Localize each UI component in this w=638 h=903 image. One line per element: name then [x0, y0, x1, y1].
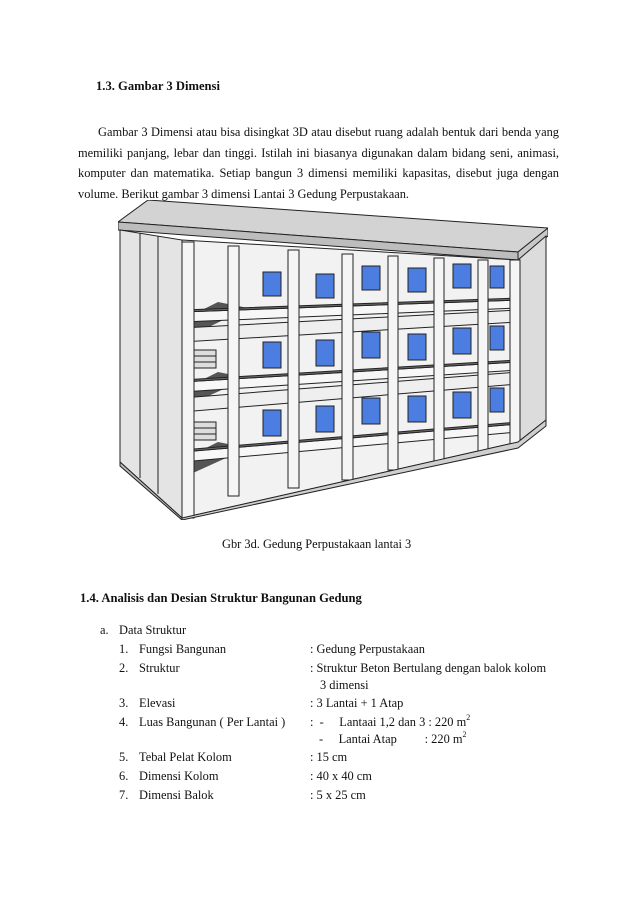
item-value: : Struktur Beton Bertulang dengan balok kolom	[310, 661, 547, 675]
figure-caption: Gbr 3d. Gedung Perpustakaan lantai 3	[222, 537, 412, 551]
item-number: 3.	[119, 696, 129, 710]
item-label: Elevasi	[139, 696, 176, 710]
item-label: Fungsi Bangunan	[139, 642, 227, 656]
item-number: 7.	[119, 788, 129, 802]
item-value-continued	[319, 729, 467, 749]
item-number: 1.	[119, 642, 129, 656]
left-side-wall	[120, 230, 182, 518]
item-value-continued: 3 dimensi	[320, 678, 369, 692]
section-14-heading: 1.4. Analisis dan Desian Struktur Bangunan Gedung	[80, 591, 362, 605]
building-3d-figure	[118, 200, 548, 520]
item-number: 4.	[119, 715, 129, 729]
right-side-wall	[518, 236, 546, 442]
sub-a-marker: a.	[100, 623, 109, 637]
item-label: Luas Bangunan ( Per Lantai )	[139, 715, 286, 729]
superscript: 2	[466, 713, 471, 722]
item-value: : 5 x 25 cm	[310, 788, 366, 802]
item-label: Struktur	[139, 661, 180, 675]
area-value-floors: : - Lantaai 1,2 dan 3 : 220 m	[310, 715, 467, 729]
item-value: : 15 cm	[310, 750, 348, 764]
item-value: : 3 Lantai + 1 Atap	[310, 696, 404, 710]
superscript: 2	[462, 730, 467, 739]
item-number: 6.	[119, 769, 129, 783]
item-value: : Gedung Perpustakaan	[310, 642, 425, 656]
item-label: Dimensi Balok	[139, 788, 214, 802]
item-label: Tebal Pelat Kolom	[139, 750, 232, 764]
sub-a-label: Data Struktur	[119, 623, 187, 637]
item-number: 2.	[119, 661, 129, 675]
section-13-heading: 1.3. Gambar 3 Dimensi	[96, 79, 220, 93]
item-value: : 40 x 40 cm	[310, 769, 372, 783]
item-number: 5.	[119, 750, 129, 764]
section-13-paragraph: Gambar 3 Dimensi atau bisa disingkat 3D atau disebut ruang adalah bentuk dari benda yang memiliki panjang, lebar dan tinggi. Istilah ini biasanya digunakan dalam bidang seni, animasi, komputer dan matematika. Setiap bangun 3 dimensi memiliki kapasitas, disebut juga dengan volume. Berikut gambar 3 dimensi Lantai 3 Gedung Perpustakaan.	[78, 125, 559, 201]
item-label: Dimensi Kolom	[139, 769, 219, 783]
area-value-roof: - Lantai Atap : 220 m	[319, 732, 463, 746]
